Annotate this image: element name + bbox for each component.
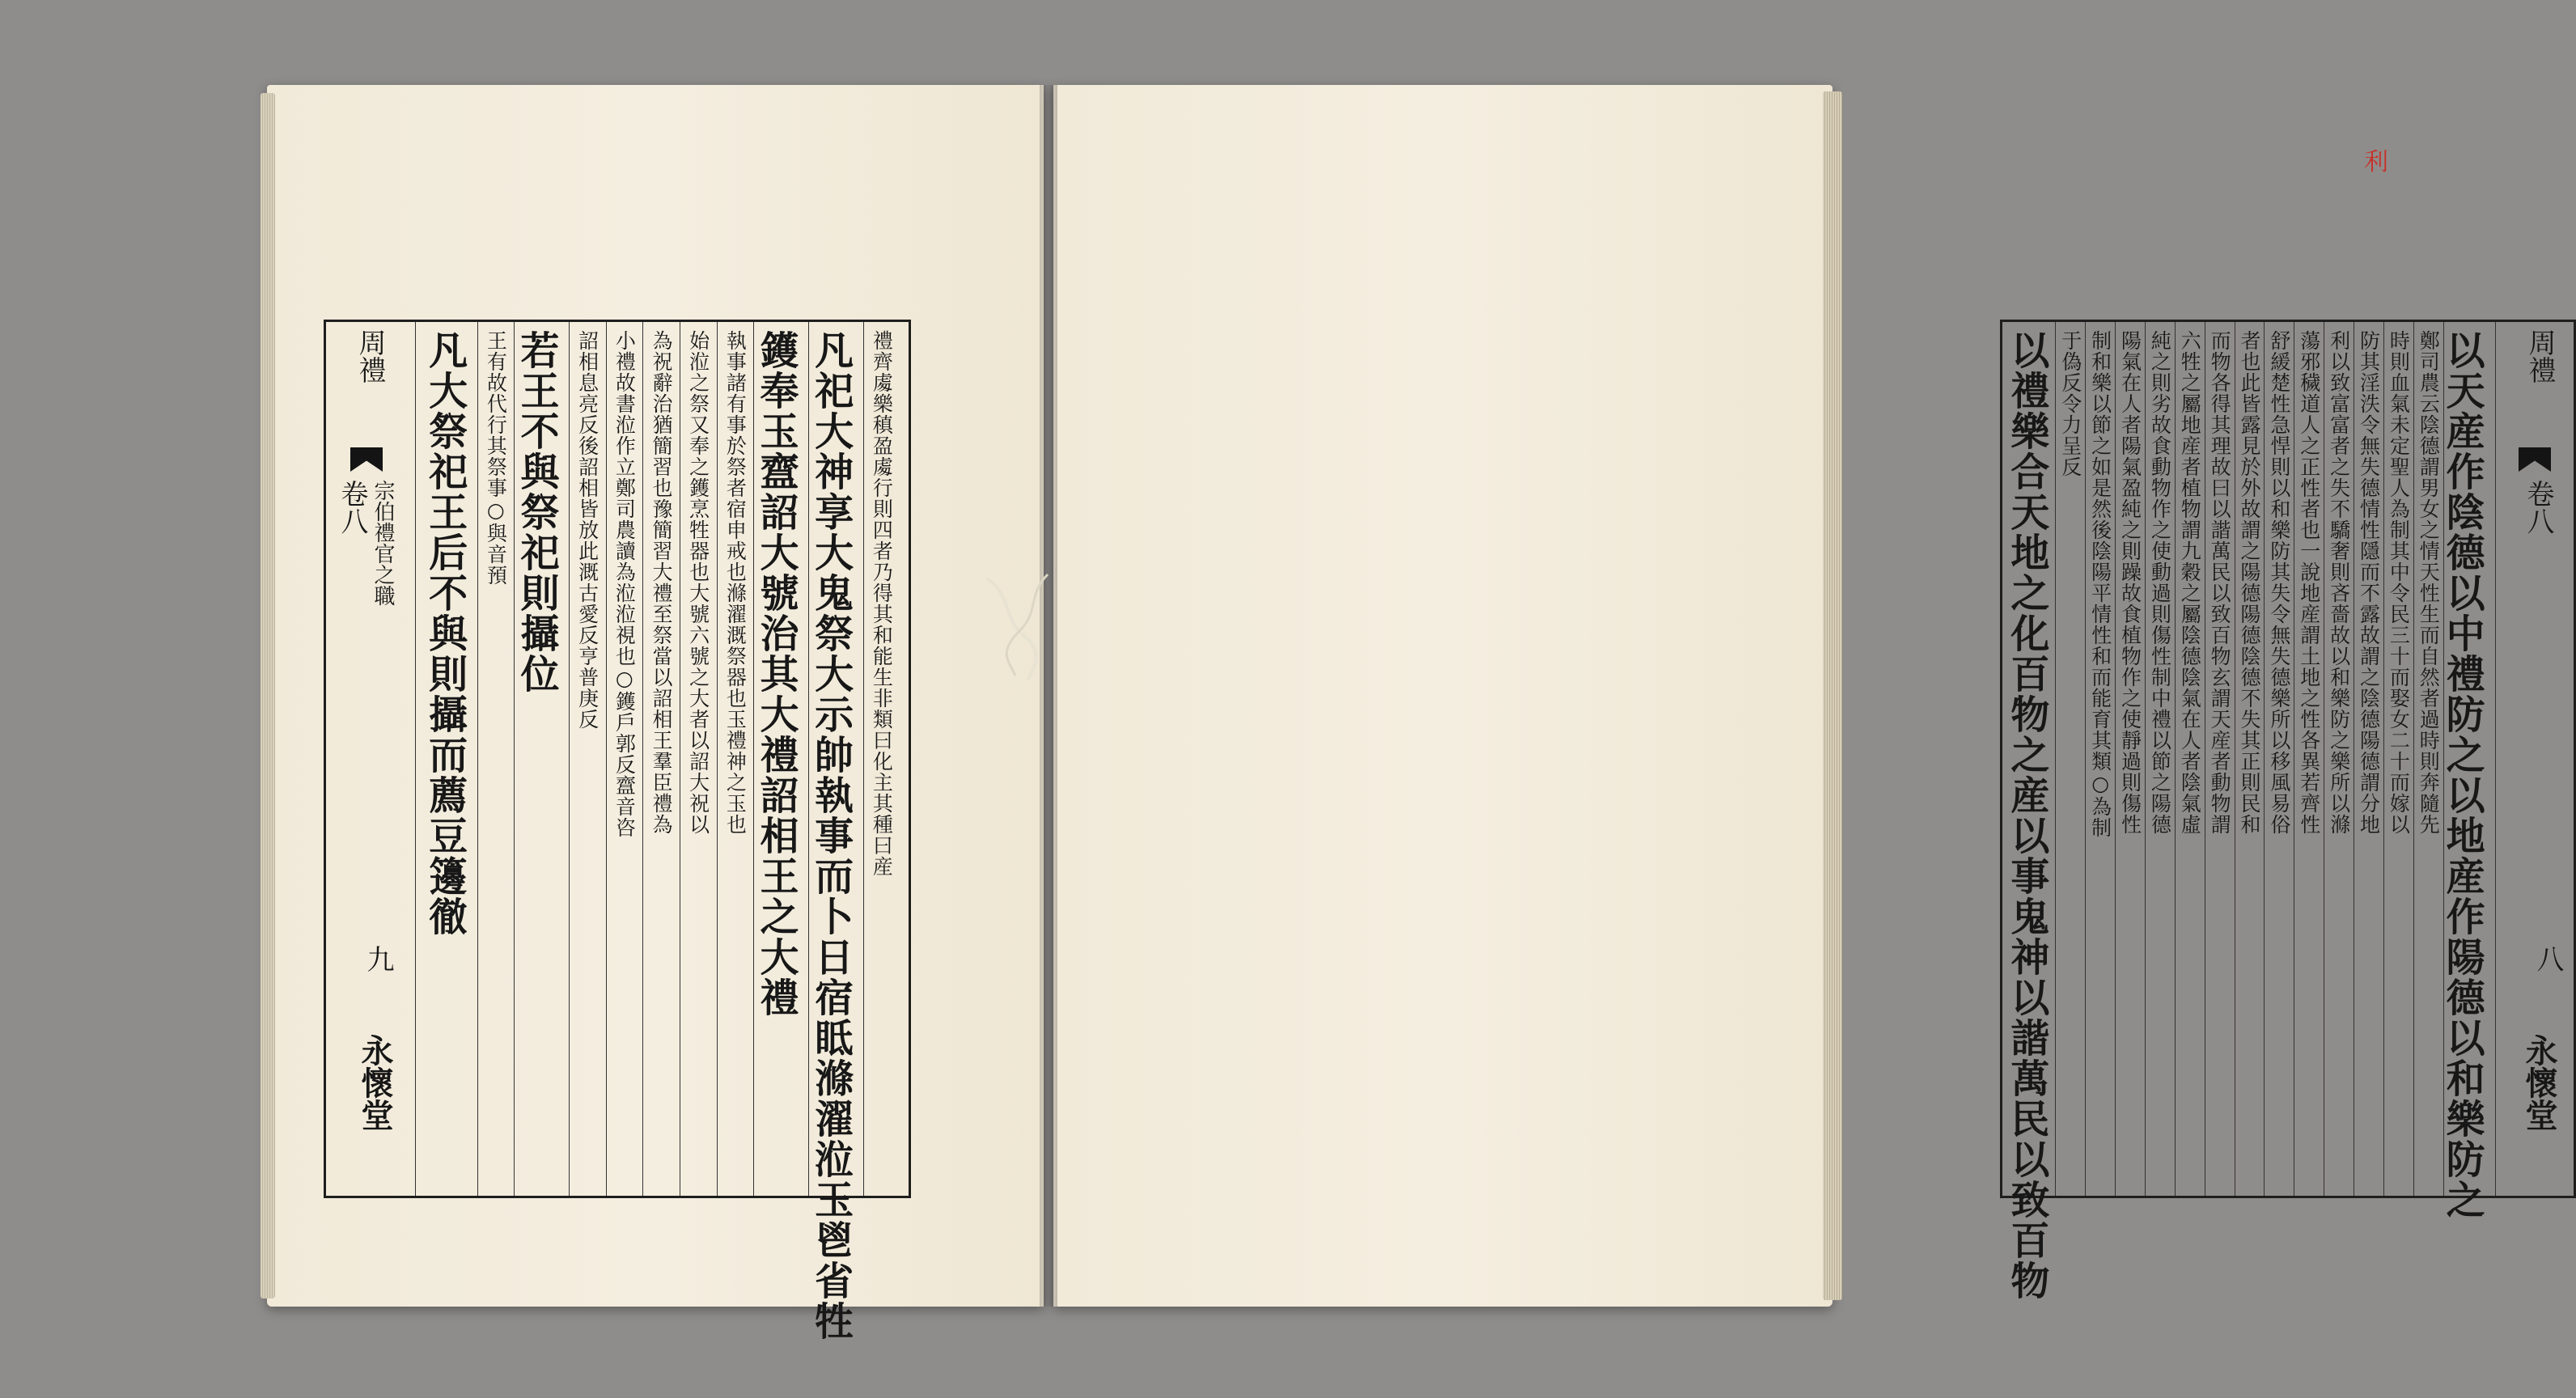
left-hall-name: 永懷堂 <box>356 1034 394 1131</box>
right-banxin <box>2496 322 2574 1196</box>
fish-tail-icon <box>2519 447 2551 472</box>
right-text-frame <box>2000 320 2576 1301</box>
text-column: 純之則劣故食動物作之使動過則傷性制中禮以節之陽德 <box>2148 330 2172 835</box>
open-book <box>267 85 2564 1341</box>
column-rule <box>569 322 570 1196</box>
column-rule <box>2055 322 2056 1196</box>
right-book-title: 周禮 <box>2523 328 2556 383</box>
column-rule <box>808 322 809 1196</box>
column-rule <box>642 322 643 1196</box>
left-text-frame <box>324 320 911 1341</box>
text-column: 以禮樂合天地之化百物之産以事鬼神以諧萬民以致百物 <box>2003 330 2049 1301</box>
text-column: 王有故代行其祭事○與音預 <box>484 330 508 586</box>
text-column: 制和樂以節之如是然後陰陽平情性和而能育其類○為制 <box>2088 330 2112 838</box>
text-column: 詔相息亮反後詔相皆放此溉古愛反亨普庚反 <box>575 330 600 730</box>
text-column: 執事諸有事於祭者宿申戒也滌濯溉祭器也玉禮神之玉也 <box>723 330 748 835</box>
page-edges-left <box>261 93 275 1298</box>
right-page-number: 八 <box>2532 945 2564 972</box>
left-banxin <box>326 322 415 1196</box>
text-column: 禮齊䖏樂稹盈䖏行則四者乃得其和能生非類曰化主其種曰産 <box>870 330 894 877</box>
column-rule <box>2145 322 2146 1196</box>
text-column: 而物各得其理故曰以諧萬民以致百物玄謂天産者動物謂 <box>2208 330 2232 835</box>
text-column: 以天産作陰德以中禮防之以地産作陽德以和樂防之 <box>2439 330 2485 1220</box>
right-page <box>1053 85 2564 1307</box>
column-rule <box>2413 322 2414 1196</box>
text-column: 凡祀大神享大鬼祭大示帥執事而卜日宿眡滌濯涖玉鬯省牲 <box>807 330 854 1341</box>
text-column: 時則血氣未定聖人為制其中令民三十而娶女二十而嫁以 <box>2387 330 2411 835</box>
left-page <box>267 85 1044 1341</box>
right-hall-name: 永懷堂 <box>2520 1034 2558 1131</box>
left-book-title: 周禮 <box>354 328 386 383</box>
text-column: 六牲之屬地産者植物謂九穀之屬陰德陰氣在人者陰氣虛 <box>2178 330 2202 835</box>
column-rule <box>2175 322 2176 1196</box>
text-column: 于偽反令力呈反 <box>2058 330 2082 477</box>
text-column: 蕩邪穢道人之正性者也一說地産謂土地之性各異若齊性 <box>2297 330 2321 835</box>
text-column: 鄭司農云陰德謂男女之情天性生而自然者過時則奔隨先 <box>2417 330 2441 835</box>
left-section-label: 宗伯禮官之職 <box>371 480 395 606</box>
right-juan-label: 卷八 <box>2522 480 2554 535</box>
column-rule <box>2443 322 2444 1196</box>
column-rule <box>606 322 607 1196</box>
fish-tail-icon <box>350 447 383 472</box>
text-column: 舒緩楚性急悍則以和樂防其失令無失德樂所以移風易俗 <box>2267 330 2291 835</box>
text-column: 若王不與祭祀則攝位 <box>514 330 559 694</box>
text-column: 防其淫泆令無失德情性隱而不露故謂之陰德陽德謂分地 <box>2357 330 2381 835</box>
left-juan-label: 卷八 <box>336 480 368 535</box>
column-rule <box>514 322 515 1196</box>
text-column: 小禮故書涖作立鄭司農讀為涖涖視也○鑊戶郭反齍音咨 <box>612 330 637 838</box>
column-rule <box>415 322 416 1196</box>
left-page-number: 九 <box>362 945 394 972</box>
column-rule <box>863 322 864 1196</box>
page-edges-right <box>1823 91 1842 1300</box>
text-column: 鑊奉玉齍詔大號治其大禮詔相王之大禮 <box>753 330 799 1018</box>
column-rule <box>2383 322 2384 1196</box>
red-seal-mark: 利 <box>2364 148 2388 176</box>
text-column: 始涖之祭又奉之鑊烹牲器也大號六號之大者以詔大祝以 <box>686 330 710 835</box>
column-rule <box>717 322 718 1196</box>
book-gutter <box>1040 85 1057 1307</box>
column-rule <box>753 322 754 1196</box>
text-column: 者也此皆露見於外故謂之陽德陽德陰德不失其正則民和 <box>2238 330 2261 835</box>
column-rule <box>2085 322 2086 1196</box>
text-column: 陽氣在人者陽氣盈純之則躁故食植物作之使靜過則傷性 <box>2118 330 2142 835</box>
column-rule <box>2115 322 2116 1196</box>
text-column: 利以致富富者之失不驕奢則吝嗇故以和樂防之樂所以滌 <box>2327 330 2351 835</box>
text-column: 凡大祭祀王后不與則攝而薦豆籩徹 <box>422 330 468 937</box>
column-rule <box>2264 322 2265 1196</box>
column-rule <box>477 322 478 1196</box>
text-column: 為祝辭治猶簡習也豫簡習大禮至祭當以詔相王羣臣禮為 <box>650 330 673 835</box>
binding-thread-icon <box>979 562 1060 684</box>
